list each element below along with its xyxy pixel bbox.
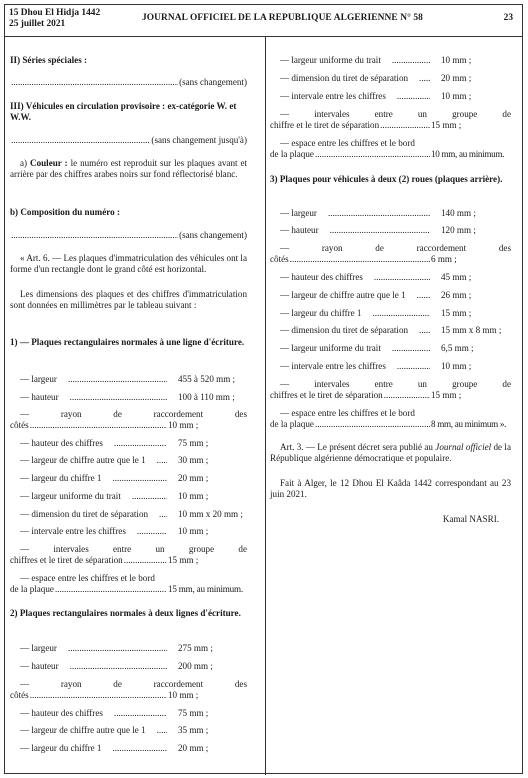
t2-largeur-trait: — largeur uniforme du trait ..... 10 mm ; [270,55,511,66]
article-3-paragraph: Art. 3. — Le présent décret sera publié au Journal officiel de la République algérienne démocratique et populaire. [270,442,511,464]
t1-espace-line1: — espace entre les chiffres et le bord [20,573,155,583]
t2-rayon-line1: — rayon de raccordement des [20,679,247,689]
t3-hauteur: — hauteur ..... 120 mm ; [270,225,511,236]
t2-largeur: — largeur ..... 275 mm ; [10,643,247,654]
header-page-number: 23 [503,13,513,23]
t1-largeur: — largeur ..... 455 à 520 mm ; [10,374,247,385]
t3-largeur-chiffre-1: — largeur du chiffre 1 ..... 15 mm ; [270,308,511,319]
composition-title: b) Composition du numéro : [10,207,120,217]
t1-dimension-tiret: — dimension du tiret de séparation ..... 10 mm x 20 mm ; [10,509,247,520]
t3-largeur-trait: — largeur uniforme du trait ..... 6,5 mm ; [270,343,511,354]
t2-espace-line1: — espace entre les chiffres et le bord [280,138,415,148]
t2-hauteur: — hauteur ..... 200 mm ; [10,661,247,672]
t3-largeur: — largeur ..... 140 mm ; [270,208,511,219]
t2-espace-line2: de la plaque ..... 10 mm, au minimum. [270,149,511,160]
t1-largeur-trait: — largeur uniforme du trait ..... 10 mm ; [10,491,247,502]
signature: Kamal NASRI. [442,514,499,524]
t2-dimension-tiret: — dimension du tiret de séparation ..... 20 mm ; [270,73,511,84]
t1-largeur-chiffre: — largeur de chiffre autre que le 1 ..... 30 mm ; [10,455,247,466]
t1-rayon-line2: côtés ..... 10 mm ; [10,420,247,431]
article-6-paragraph: « Art. 6. — Les plaques d'immatriculation des véhicules ont la forme d'un rectangle dont le grand côté est horizontal. [10,253,247,275]
t3-hauteur-chiffres: — hauteur des chiffres ..... 45 mm ; [270,272,511,283]
header-journal-title: JOURNAL OFFICIEL DE LA REPUBLIQUE ALGERIENNE N° 58 [142,13,423,23]
t3-espace-line2: de la plaque ..... 8 mm, au minimum ». [270,419,511,430]
t3-rayon-line1: — rayon de raccordement des [280,243,511,253]
table-2-title: 2) Plaques rectangulaires normales à deux lignes d'écriture. [10,608,241,618]
t2-largeur-chiffre: — largeur de chiffre autre que le 1 ..... 35 mm ; [10,725,247,736]
t1-hauteur: — hauteur ..... 100 à 110 mm ; [10,392,247,403]
t1-hauteur-chiffres: — hauteur des chiffres ..... 75 mm ; [10,438,247,449]
section-ii-title: II) Séries spéciales : [10,55,88,65]
page-header [5,5,522,37]
t2-groupe-line1: — intervales entre un groupe de [280,109,511,119]
t1-rayon-line1: — rayon de raccordement des [20,409,247,419]
couleur-paragraph: a) Couleur : le numéro est reproduit sur les plaques avant et arrière par des chiffres arabes noirs sur fond réflectorisé blanc. [10,158,248,180]
t3-rayon-line2: côtés ..... 6 mm ; [270,254,511,265]
fait-a-alger-paragraph: Fait à Alger, le 12 Dhou El Kaâda 1442 correspondant au 23 juin 2021. [270,478,511,500]
table-3-title: 3) Plaques pour véhicules à deux (2) roues (plaques arrière). [270,174,503,184]
t1-groupe-line1: — intervales entre un groupe de [20,544,247,554]
t3-groupe-line1: — intervales entre un groupe de [280,379,511,389]
dimensions-paragraph: Les dimensions des plaques et des chiffres d'immatriculation sont données en millimètres par le tableau suivant : [10,289,247,311]
section-ii-line: ..... (sans changement) [10,77,247,88]
t2-hauteur-chiffres: — hauteur des chiffres ..... 75 mm ; [10,708,247,719]
t1-largeur-chiffre-1: — largeur du chiffre 1 ..... 20 mm ; [10,473,247,484]
header-date-hijri: 15 Dhou El Hidja 1442 [9,8,101,18]
composition-line: ..... (sans changement) [10,230,247,241]
t3-largeur-chiffre: — largeur de chiffre autre que le 1 ..... 26 mm ; [270,290,511,301]
t2-rayon-line2: côtés ..... 10 mm ; [10,690,247,701]
table-1-title: 1) — Plaques rectangulaires normales à une ligne d'écriture. [10,337,245,347]
t1-groupe-line2: chiffres et le tiret de séparation ..... 15 mm ; [10,555,247,566]
t2-groupe-line2: chiffre et le tiret de séparation ..... 15 mm ; [270,120,511,131]
section-iii-line: ..... (sans changement jusqu'à) [10,135,247,146]
t1-intervale: — intervale entre les chiffres ..... 10 mm ; [10,526,247,537]
section-iii-title: III) Véhicules en circulation provisoire : ex-catégorie W. et W.W. [10,101,237,123]
t3-groupe-line2: chiffres et le tiret de séparation ..... 15 mm ; [270,390,511,401]
t1-espace-line2: de la plaque ..... 15 mm, au minimum. [10,584,247,595]
t2-largeur-chiffre-1: — largeur du chiffre 1 ..... 20 mm ; [10,743,247,754]
column-divider [265,36,266,775]
header-date-gregorian: 25 juillet 2021 [9,19,66,29]
t3-espace-line1: — espace entre les chiffres et le bord [280,408,415,418]
t3-intervale: — intervale entre les chiffres ..... 10 mm ; [270,361,511,372]
header-dates [9,8,100,30]
t3-dimension-tiret: — dimension du tiret de séparation ..... 15 mm x 8 mm ; [270,325,511,336]
t2-intervale: — intervale entre les chiffres ..... 10 mm ; [270,91,511,102]
